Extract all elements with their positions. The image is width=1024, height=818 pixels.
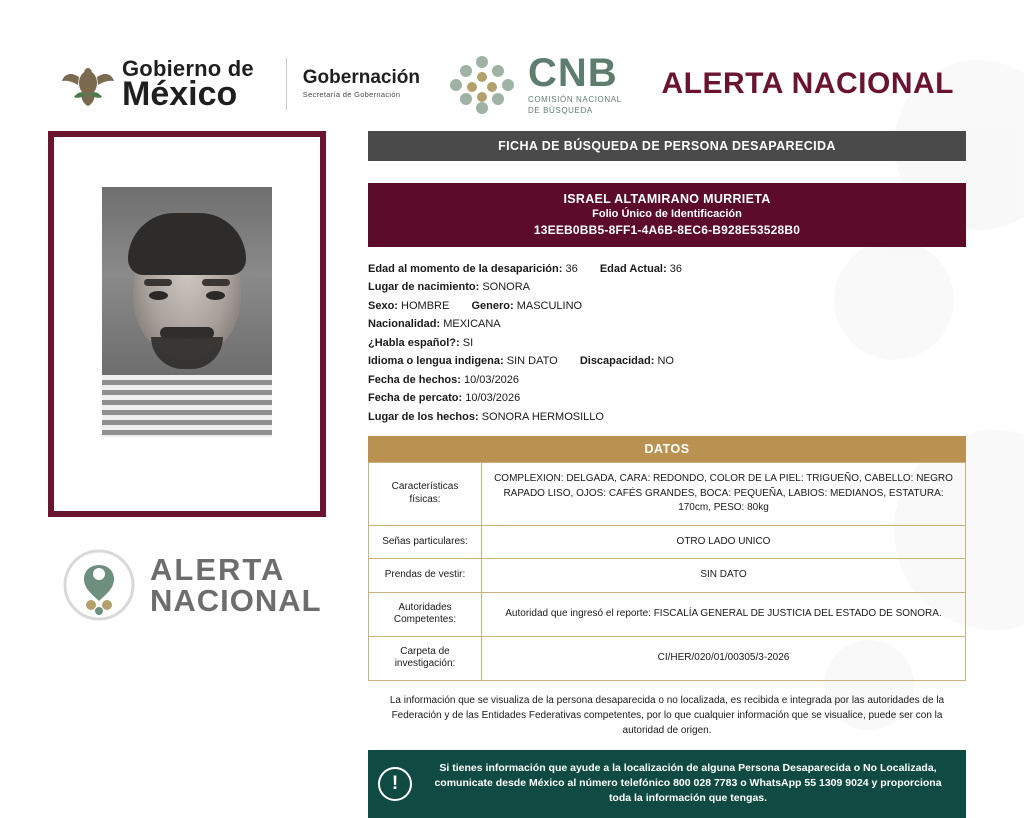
table-row bbox=[369, 463, 966, 526]
row-value: Autoridad que ingresó el reporte: FISCALÍA GENERAL DE JUSTICIA DEL ESTADO DE SONORA. bbox=[482, 592, 966, 636]
page-title: ALERTA NACIONAL bbox=[661, 67, 954, 100]
fact-row bbox=[368, 352, 966, 370]
fact-label: Fecha de percato: bbox=[368, 392, 463, 405]
fact-row bbox=[368, 315, 966, 333]
row-key: Autoridades Competentes: bbox=[369, 592, 482, 636]
contact-footer bbox=[368, 750, 966, 818]
fact-label-2: Genero: bbox=[471, 299, 514, 312]
fact-label: Lugar de nacimiento: bbox=[368, 281, 480, 294]
person-identity-bar bbox=[368, 183, 966, 247]
fact-row bbox=[368, 371, 966, 389]
exclamation-icon: ! bbox=[378, 767, 412, 801]
cnb-subtitle-1: COMISIÓN NACIONAL bbox=[527, 95, 622, 104]
row-key: Prendas de vestir: bbox=[369, 559, 482, 593]
table-row bbox=[369, 592, 966, 636]
row-key: Carpeta de investigación: bbox=[369, 636, 482, 680]
folio-label: Folio Único de Identificación bbox=[592, 208, 742, 220]
fact-value: SONORA bbox=[482, 281, 530, 294]
fact-value: SONORA HERMOSILLO bbox=[481, 410, 604, 423]
alerta-logo-line-1: ALERTA bbox=[150, 552, 286, 587]
fact-label: Fecha de hechos: bbox=[368, 373, 461, 386]
fact-label: Lugar de los hechos: bbox=[368, 410, 479, 423]
fact-value: MEXICANA bbox=[443, 318, 501, 331]
row-value: CI/HER/020/01/00305/3-2026 bbox=[482, 636, 966, 680]
fact-value-2: 36 bbox=[669, 263, 682, 275]
alerta-nacional-logo bbox=[60, 545, 335, 625]
missing-person-photo bbox=[102, 187, 272, 437]
fact-row bbox=[368, 260, 966, 278]
table-row bbox=[369, 559, 966, 593]
person-name: ISRAEL ALTAMIRANO MURRIETA bbox=[563, 192, 771, 206]
fact-label: Nacionalidad: bbox=[368, 318, 441, 331]
facts-list bbox=[368, 260, 966, 426]
dependency-subtitle: Secretaría de Gobernación bbox=[302, 90, 401, 100]
fact-label: Edad al momento de la desaparición: bbox=[368, 263, 563, 275]
fact-row bbox=[368, 389, 966, 407]
fact-row bbox=[368, 408, 966, 426]
fact-row bbox=[368, 278, 966, 296]
disclaimer-text: La información que se visualiza de la persona desaparecida o no localizada, es recibida e integrada por las autoridades de la Federación y de las Entidades Federativas competentes, por lo que cualquier información que se visualice, puede ser con la autoridad de origen. bbox=[389, 694, 945, 736]
row-key: Características físicas: bbox=[369, 463, 482, 526]
header-divider-1 bbox=[286, 58, 287, 110]
fact-row bbox=[368, 297, 966, 315]
fact-label-2: Discapacidad: bbox=[579, 355, 655, 368]
alerta-logo-line-2: NACIONAL bbox=[150, 583, 322, 618]
dependency-block bbox=[303, 68, 420, 99]
alerta-nacional-wordmark bbox=[150, 554, 322, 616]
fact-row bbox=[368, 334, 966, 352]
document-header bbox=[60, 48, 984, 120]
contact-footer-text: Si tienes información que ayude a la localización de alguna Persona Desaparecida o No Localizada, comunicate desde México al número telefónico 800 028 7783 o WhatsApp 55 1309 9024 y proporciona toda la información que tengas. bbox=[434, 761, 942, 805]
fact-value: 10/03/2026 bbox=[465, 392, 521, 405]
row-value: OTRO LADO UNICO bbox=[482, 525, 966, 559]
row-key: Señas particulares: bbox=[369, 525, 482, 559]
fact-value: HOMBRE bbox=[401, 299, 450, 312]
cnb-logo-block bbox=[446, 53, 622, 115]
fact-label: ¿Habla español?: bbox=[368, 336, 460, 349]
fact-label-2: Edad Actual: bbox=[599, 263, 667, 275]
fact-value: 36 bbox=[565, 263, 578, 275]
sheet-banner: FICHA DE BÚSQUEDA DE PERSONA DESAPARECIDA bbox=[368, 131, 966, 161]
fact-value: SI bbox=[462, 336, 474, 349]
alerta-nacional-icon bbox=[60, 549, 138, 621]
fact-value-2: NO bbox=[657, 355, 674, 368]
photo-frame bbox=[48, 131, 326, 517]
national-shield-icon bbox=[60, 61, 116, 107]
row-value: COMPLEXION: DELGADA, CARA: REDONDO, COLOR DE LA PIEL: TRIGUEÑO, CABELLO: NEGRO RAPADO LISO, OJOS: CAFÉS GRANDES, BOCA: PEQUEÑA, LABIOS: MEDIANOS, ESTATURA: 170cm, PESO: 80kg bbox=[482, 463, 966, 526]
fact-value: 10/03/2026 bbox=[463, 373, 520, 386]
cnb-subtitle-2: DE BÚSQUEDA bbox=[527, 106, 593, 115]
datos-table bbox=[368, 462, 966, 681]
fact-label: Idioma o lengua indigena: bbox=[368, 355, 504, 368]
fact-label: Sexo: bbox=[368, 299, 398, 312]
table-row bbox=[369, 636, 966, 680]
fact-value: SIN DATO bbox=[506, 355, 558, 368]
cnb-acronym: CNB bbox=[527, 51, 618, 95]
dependency-name: Gobernación bbox=[302, 67, 420, 89]
fact-value-2: MASCULINO bbox=[516, 299, 583, 312]
cnb-emblem-icon bbox=[446, 53, 518, 115]
folio-value: 13EEB0BB5-8FF1-4A6B-8EC6-B928E53528B0 bbox=[533, 223, 801, 237]
government-wordmark bbox=[122, 55, 254, 113]
table-row bbox=[369, 525, 966, 559]
gob-line-2: México bbox=[122, 74, 238, 113]
gob-line-1: Gobierno de bbox=[122, 55, 254, 81]
row-value: SIN DATO bbox=[482, 559, 966, 593]
record-column bbox=[368, 131, 966, 818]
cnb-text-block bbox=[528, 53, 622, 115]
datos-header: DATOS bbox=[368, 436, 966, 462]
